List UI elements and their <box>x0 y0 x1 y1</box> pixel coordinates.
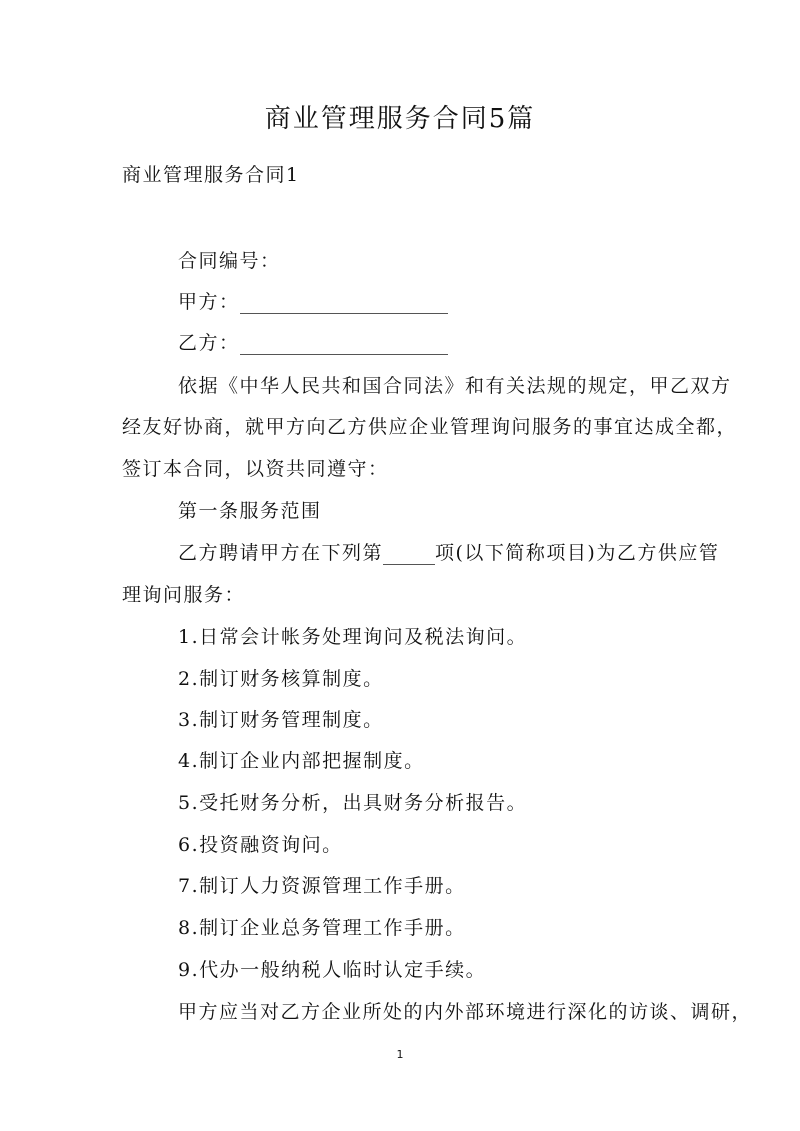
intro-line-1: 依据《中华人民共和国合同法》和有关法规的规定，甲乙双方 <box>178 375 732 397</box>
party-a-label: 甲方： <box>178 291 240 313</box>
list-item: 1.日常会计帐务处理询问及税法询问。 <box>178 626 528 648</box>
article-1-line-2: 理询问服务： <box>122 584 246 606</box>
party-b-line <box>178 328 448 355</box>
document-title: 商业管理服务合同5篇 <box>264 104 536 134</box>
intro-line-2: 经友好协商，就甲方向乙方供应企业管理询问服务的事宜达成全都， <box>122 416 738 438</box>
list-item: 7.制订人力资源管理工作手册。 <box>178 875 466 897</box>
list-item: 3.制订财务管理制度。 <box>178 709 384 731</box>
party-b-label: 乙方： <box>178 332 240 354</box>
article-1-text-after: 项(以下简称项目)为乙方供应管 <box>435 542 720 564</box>
paragraph-last-line: 甲方应当对乙方企业所处的内外部环境进行深化的访谈、调研， <box>178 1001 753 1023</box>
party-a-line <box>178 287 448 314</box>
party-b-blank <box>240 334 448 355</box>
article-1-line-1 <box>178 538 719 565</box>
item-number-blank <box>383 544 435 565</box>
list-item: 4.制订企业内部把握制度。 <box>178 750 425 772</box>
list-item: 6.投资融资询问。 <box>178 834 343 856</box>
article-1-text-before: 乙方聘请甲方在下列第 <box>178 542 384 564</box>
list-item: 8.制订企业总务管理工作手册。 <box>178 917 466 939</box>
contract-subtitle: 商业管理服务合同1 <box>122 164 300 186</box>
list-item: 5.受托财务分析，出具财务分析报告。 <box>178 792 528 814</box>
list-item: 2.制订财务核算制度。 <box>178 668 384 690</box>
contract-number-label: 合同编号： <box>178 250 281 272</box>
page-number: 1 <box>396 1048 404 1061</box>
article-1-heading: 第一条服务范围 <box>178 500 322 522</box>
list-item: 9.代办一般纳税人临时认定手续。 <box>178 959 487 981</box>
intro-line-3: 签订本合同，以资共同遵守： <box>122 458 389 480</box>
party-a-blank <box>240 293 448 314</box>
